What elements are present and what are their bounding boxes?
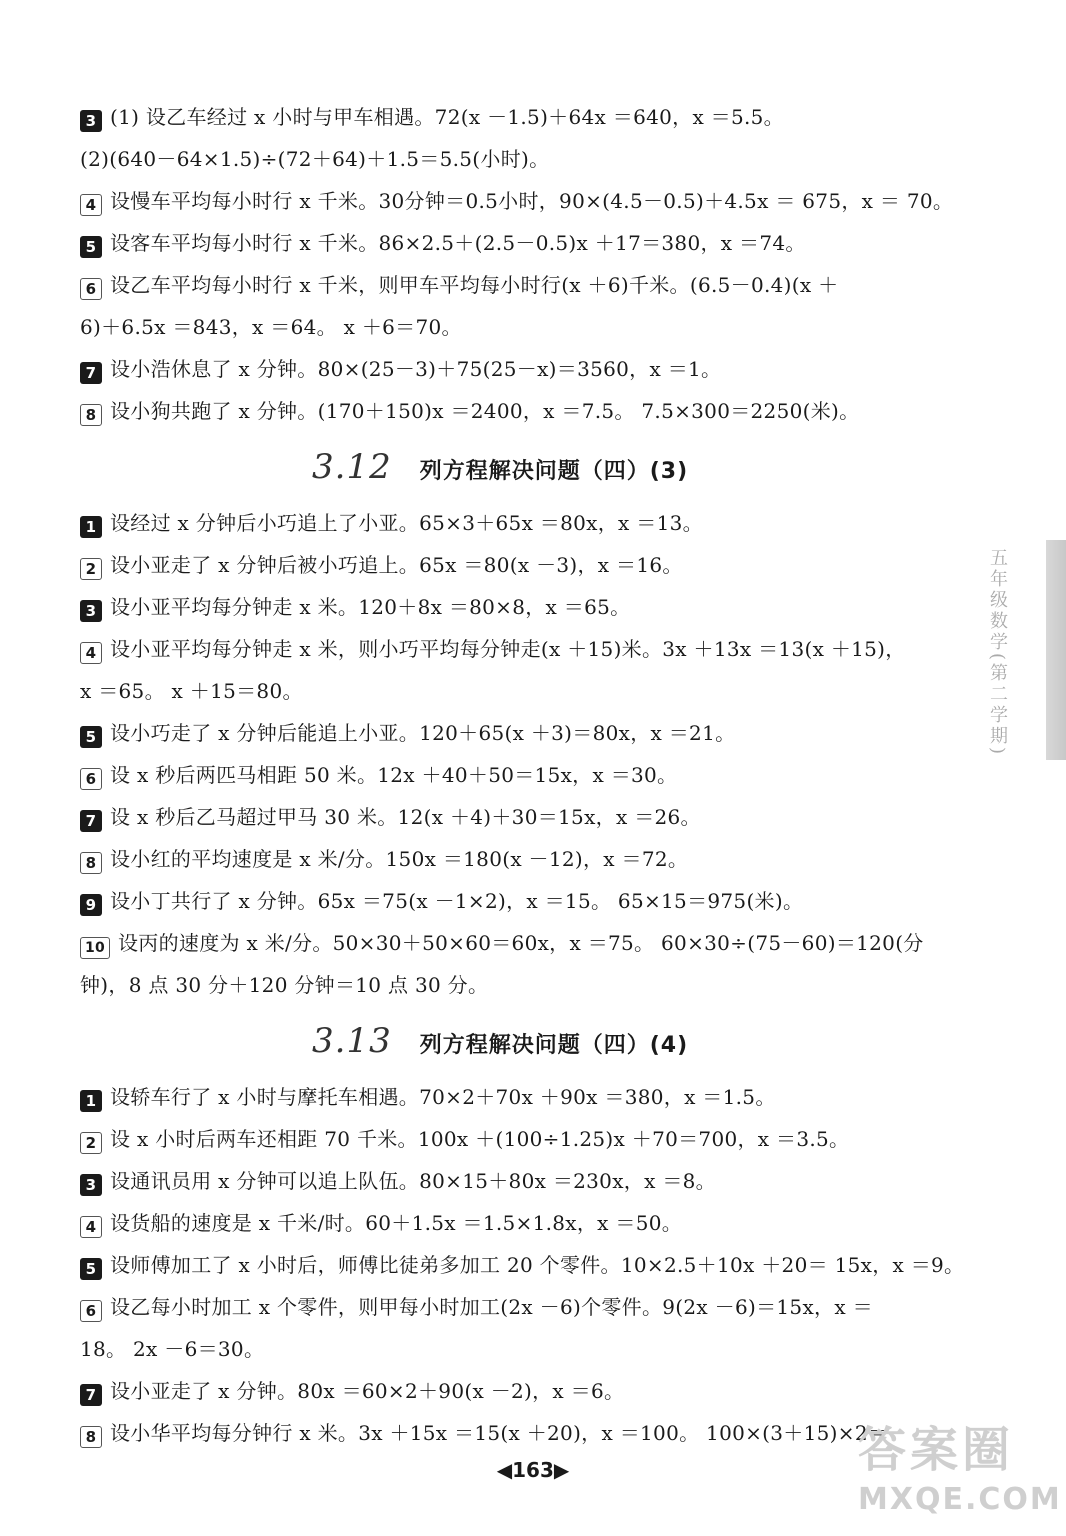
problem-number-badge: 9	[80, 894, 102, 916]
problem-number-badge: 6	[80, 278, 102, 300]
answer-text: 设 x 秒后两匹马相距 50 米。12x ＋40＋50＝15x，x ＝30。	[110, 763, 678, 787]
section-title: 列方程解决问题（四）(3)	[419, 459, 689, 484]
problem-number-badge: 6	[80, 768, 102, 790]
answer-line	[80, 586, 950, 628]
answer-line	[80, 1412, 950, 1454]
answer-text: 设乙车平均每小时行 x 千米，则甲车平均每小时行(x ＋6)千米。(6.5－0.4)(x ＋	[110, 273, 839, 297]
problem-number-badge: 1	[80, 516, 102, 538]
side-thumb-tab	[1046, 540, 1066, 760]
side-book-label: 五年级数学(第二学期)	[987, 548, 1008, 758]
problem-number-badge: 3	[80, 110, 102, 132]
answer-line	[80, 544, 950, 586]
answer-line	[80, 670, 950, 712]
answer-line	[80, 922, 950, 964]
problem-number-badge: 4	[80, 642, 102, 664]
answer-line	[80, 712, 950, 754]
watermark-en: MXQE.COM	[858, 1482, 1062, 1517]
answer-text: 设小红的平均速度是 x 米/分。150x ＝180(x －12)，x ＝72。	[110, 847, 689, 871]
answer-line	[80, 1286, 950, 1328]
section-heading	[80, 1006, 950, 1076]
answer-text: 设师傅加工了 x 小时后，师傅比徒弟多加工 20 个零件。10×2.5＋10x ＋20＝ 15x，x ＝9。	[110, 1253, 965, 1277]
answer-text: 18。 2x －6＝30。	[80, 1337, 265, 1361]
answer-line	[80, 502, 950, 544]
answer-line	[80, 628, 950, 670]
answer-line	[80, 1370, 950, 1412]
problem-number-badge: 3	[80, 600, 102, 622]
problem-number-badge: 1	[80, 1090, 102, 1112]
problem-number-badge: 3	[80, 1174, 102, 1196]
answer-text: 设 x 小时后两车还相距 70 千米。100x ＋(100÷1.25)x ＋70＝700，x ＝3.5。	[110, 1127, 850, 1151]
problem-number-badge: 4	[80, 194, 102, 216]
answer-text: 设货船的速度是 x 千米/时。60＋1.5x ＝1.5×1.8x，x ＝50。	[110, 1211, 683, 1235]
problem-number-badge: 7	[80, 810, 102, 832]
section-title: 列方程解决问题（四）(4)	[419, 1033, 689, 1058]
answer-text: 设小浩休息了 x 分钟。80×(25－3)＋75(25－x)＝3560，x ＝1。	[110, 357, 722, 381]
problem-number-badge: 5	[80, 1258, 102, 1280]
problem-number-badge: 2	[80, 558, 102, 580]
answer-line	[80, 1160, 950, 1202]
answer-text: x ＝65。 x ＋15＝80。	[80, 679, 303, 703]
answer-line	[80, 264, 950, 306]
section-number: 3.12	[312, 447, 392, 487]
problem-number-badge: 8	[80, 852, 102, 874]
answer-line	[80, 838, 950, 880]
answer-text: 设小亚走了 x 分钟。80x ＝60×2＋90(x －2)，x ＝6。	[110, 1379, 625, 1403]
problem-number-badge: 2	[80, 1132, 102, 1154]
answer-text: 钟)，8 点 30 分＋120 分钟＝10 点 30 分。	[80, 973, 489, 997]
answer-text: 6)＋6.5x ＝843，x ＝64。 x ＋6＝70。	[80, 315, 462, 339]
answer-line	[80, 880, 950, 922]
answer-text: 设 x 秒后乙马超过甲马 30 米。12(x ＋4)＋30＝15x，x ＝26。	[110, 805, 701, 829]
answer-line	[80, 964, 950, 1006]
answer-line	[80, 306, 950, 348]
problem-number-badge: 6	[80, 1300, 102, 1322]
problem-number-badge: 5	[80, 236, 102, 258]
answer-text: 设小亚平均每分钟走 x 米。120＋8x ＝80×8，x ＝65。	[110, 595, 631, 619]
section-number: 3.13	[312, 1021, 392, 1061]
answer-line	[80, 390, 950, 432]
answer-line	[80, 96, 950, 138]
answer-text: 设乙每小时加工 x 个零件，则甲每小时加工(2x －6)个零件。9(2x －6)＝15x，x ＝	[110, 1295, 873, 1319]
section-heading	[80, 432, 950, 502]
answer-text: 设客车平均每小时行 x 千米。86×2.5＋(2.5－0.5)x ＋17＝380，x ＝74。	[110, 231, 806, 255]
answer-text: (2)(640－64×1.5)÷(72＋64)＋1.5＝5.5(小时)。	[80, 147, 550, 171]
answer-text: 设经过 x 分钟后小巧追上了小亚。65×3＋65x ＝80x，x ＝13。	[110, 511, 703, 535]
answer-text: 设通讯员用 x 分钟可以追上队伍。80×15＋80x ＝230x，x ＝8。	[110, 1169, 716, 1193]
watermark-cn: 答案圈	[858, 1422, 1015, 1478]
answer-text: 设小丁共行了 x 分钟。65x ＝75(x －1×2)，x ＝15。 65×15＝975(米)。	[110, 889, 804, 913]
problem-number-badge: 7	[80, 1384, 102, 1406]
problem-number-badge: 8	[80, 404, 102, 426]
answer-line	[80, 1202, 950, 1244]
problem-number-badge: 7	[80, 362, 102, 384]
answer-line	[80, 1328, 950, 1370]
problem-number-badge: 8	[80, 1426, 102, 1448]
answer-line	[80, 348, 950, 390]
answer-line	[80, 222, 950, 264]
page-number: ◀163▶	[496, 1458, 570, 1482]
answer-text: 设慢车平均每小时行 x 千米。30分钟＝0.5小时，90×(4.5－0.5)＋4.5x ＝ 675，x ＝ 70。	[110, 189, 954, 213]
answer-line	[80, 138, 950, 180]
answer-text: 设小华平均每分钟行 x 米。3x ＋15x ＝15(x ＋20)，x ＝100。 100×(3＋15)×2＝	[110, 1421, 889, 1445]
answer-text: 设小狗共跑了 x 分钟。(170＋150)x ＝2400，x ＝7.5。 7.5×300＝2250(米)。	[110, 399, 860, 423]
problem-number-badge: 10	[80, 937, 110, 959]
answer-text: 设小亚走了 x 分钟后被小巧追上。65x ＝80(x －3)，x ＝16。	[110, 553, 683, 577]
answer-line	[80, 1118, 950, 1160]
answer-text: (1) 设乙车经过 x 小时与甲车相遇。72(x －1.5)＋64x ＝640，x ＝5.5。	[110, 105, 784, 129]
answer-text: 设轿车行了 x 小时与摩托车相遇。70×2＋70x ＋90x ＝380，x ＝1.5。	[110, 1085, 776, 1109]
answer-line	[80, 1244, 965, 1286]
answer-line	[80, 754, 950, 796]
answer-line	[80, 180, 954, 222]
answer-text: 设小巧走了 x 分钟后能追上小亚。120＋65(x ＋3)＝80x，x ＝21。	[110, 721, 736, 745]
answer-text: 设丙的速度为 x 米/分。50×30＋50×60＝60x，x ＝75。 60×30÷(75－60)＝120(分	[118, 931, 924, 955]
problem-number-badge: 5	[80, 726, 102, 748]
problem-number-badge: 4	[80, 1216, 102, 1238]
answer-line	[80, 796, 950, 838]
page-content	[80, 96, 965, 1454]
watermark-logo	[858, 1420, 1062, 1530]
answer-text: 设小亚平均每分钟走 x 米，则小巧平均每分钟走(x ＋15)米。3x ＋13x ＝13(x ＋15)，	[110, 637, 906, 661]
answer-line	[80, 1076, 950, 1118]
